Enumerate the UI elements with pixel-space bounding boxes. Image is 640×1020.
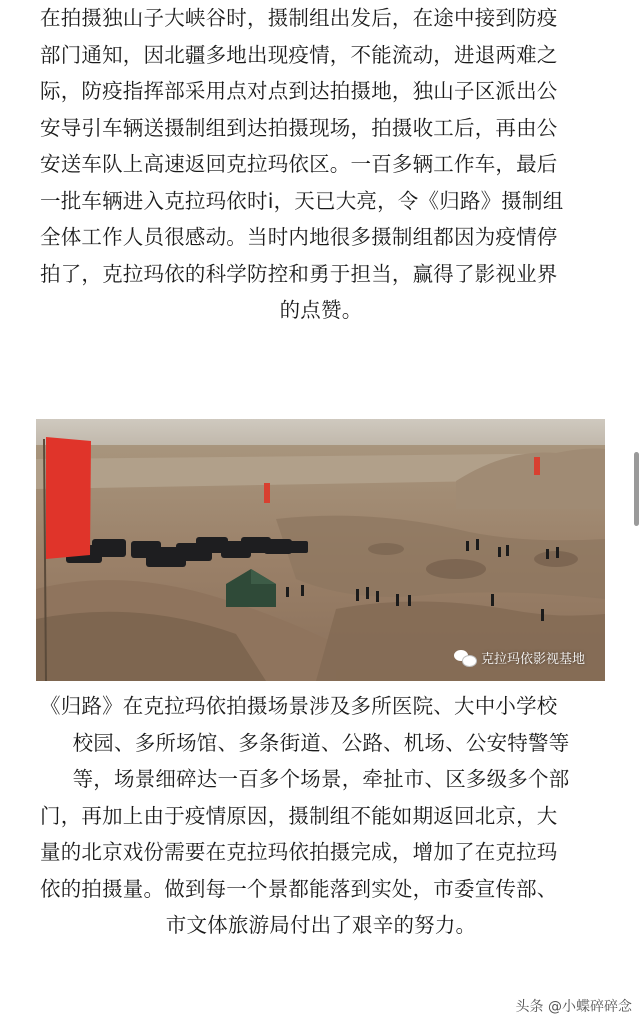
- photo-watermark: [454, 648, 585, 667]
- scrollbar[interactable]: [632, 0, 640, 1020]
- wechat-icon: [454, 650, 476, 666]
- paragraph-line: 在拍摄独山子大峡谷时，摄制组出发后，在途中接到防疫: [40, 6, 558, 30]
- paragraph-line: 部门通知，因北疆多地出现疫情，不能流动，进退两难之: [40, 42, 558, 67]
- article-photo[interactable]: [36, 419, 605, 681]
- paragraph-line: 的点赞。: [279, 298, 363, 322]
- source-credit: 头条 @小蝶碎碎念: [515, 999, 632, 1015]
- paragraph-line: 依的拍摄量。做到每一个景都能落到实处，市委宣传部、: [40, 876, 558, 901]
- scrollbar-thumb[interactable]: [634, 452, 639, 526]
- paragraph-line: 量的北京戏份需要在克拉玛依拍摄完成，增加了在克拉玛: [40, 840, 558, 864]
- paragraph-line: 市文体旅游局付出了艰辛的努力。: [165, 913, 477, 937]
- paragraph-line: 拍了，克拉玛依的科学防控和勇于担当，赢得了影视业界: [40, 261, 558, 286]
- article-paragraph-1: [40, 0, 602, 329]
- paragraph-line: 际，防疫指挥部采用点对点到达拍摄地，独山子区派出公: [40, 79, 558, 103]
- film-set-photo: [36, 419, 605, 681]
- paragraph-line: 等，场景细碎达一百多个场景，牵扯市、区多级多个部: [72, 767, 570, 791]
- paragraph-line: 校园、多所场馆、多条街道、公路、机场、公安特警等: [72, 730, 570, 755]
- paragraph-line: 安导引车辆送摄制组到达拍摄现场，拍摄收工后，再由公: [40, 115, 558, 140]
- paragraph-line: 全体工作人员很感动。当时内地很多摄制组都因为疫情停: [40, 225, 558, 249]
- paragraph-line: 门，再加上由于疫情原因，摄制组不能如期返回北京，大: [40, 803, 558, 828]
- watermark-text: 克拉玛依影视基地: [480, 652, 585, 667]
- paragraph-line: 一批车辆进入克拉玛依时i，天已大亮，令《归路》摄制组: [40, 188, 564, 213]
- article-paragraph-2: [40, 688, 602, 944]
- paragraph-line: 《归路》在克拉玛依拍摄场景涉及多所医院、大中小学校: [40, 694, 558, 718]
- paragraph-line: 安送车队上高速返回克拉玛依区。一百多辆工作车，最后: [40, 152, 558, 176]
